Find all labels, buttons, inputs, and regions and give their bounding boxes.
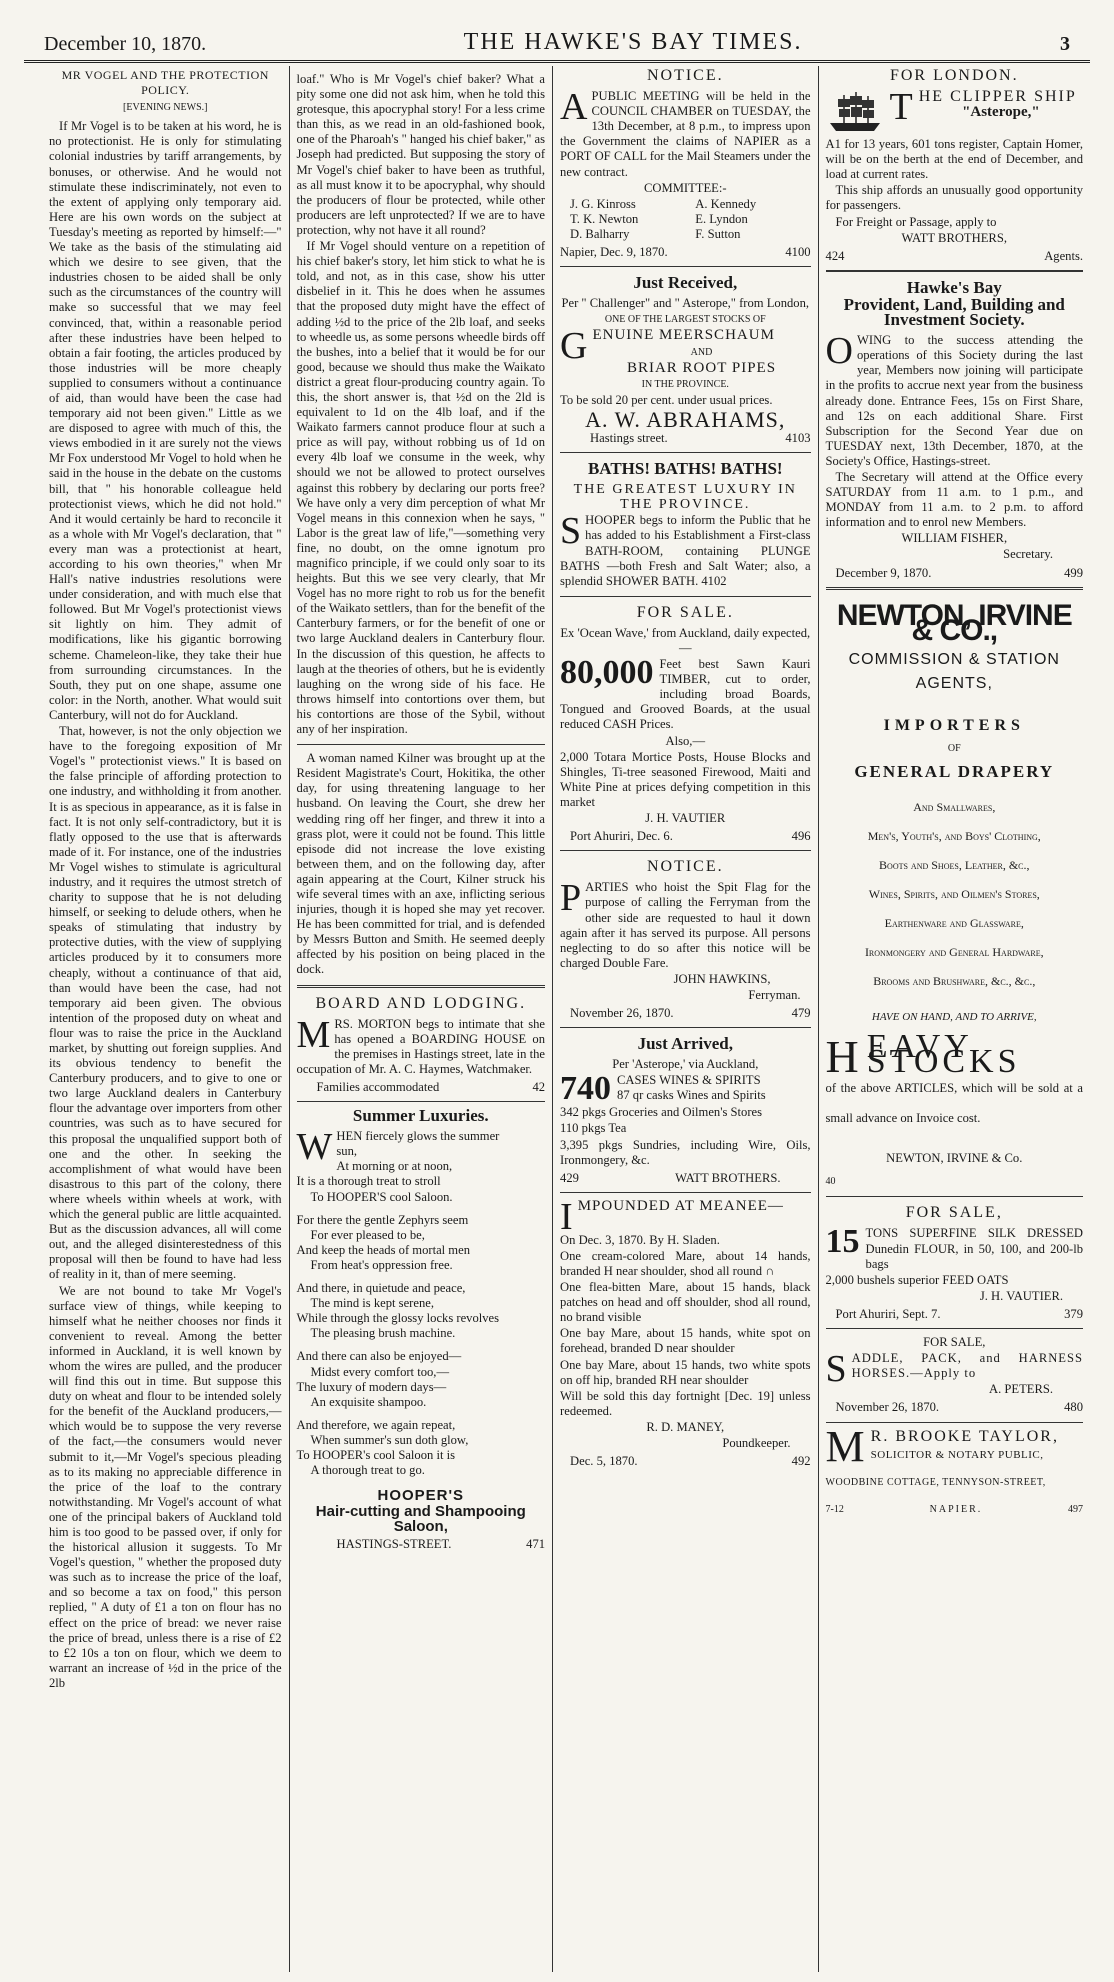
brand-name: HOOPER'S [377, 1487, 465, 1505]
ship-name: "Asterope," [962, 104, 1040, 121]
solicitor-ad [826, 1423, 1083, 1517]
ad-number: 492 [791, 1454, 811, 1469]
quantity: 15 [825, 1223, 860, 1261]
masthead [24, 22, 1090, 63]
london-ship-ad [826, 68, 1083, 272]
impound-item: One bay Mare, about 15 hands, white spot on forehead, branded D near shoulder [560, 1326, 811, 1356]
committee-member: J. G. Kinross [570, 196, 636, 211]
newspaper-title: THE HAWKE'S BAY TIMES. [463, 29, 803, 55]
ad-footer: Families accommodated [316, 1080, 440, 1094]
ad-footer: December 9, 1870. [835, 565, 932, 580]
ad-line: WOODBINE COTTAGE, TENNYSON-STREET, [825, 1476, 1046, 1488]
ad-number: 379 [1064, 1306, 1084, 1321]
ad-body: 2,000 bushels superior FEED OATS [825, 1272, 1009, 1287]
product-item: Brooms and Brushware, &c., &c., [873, 974, 1036, 989]
poem-line: The mind is kept serene, [310, 1296, 434, 1311]
newton-irvine-ad [826, 590, 1083, 1198]
drop-cap: O [825, 330, 853, 373]
ad-subtitle: Provident, Land, Building and Investment Society. [843, 294, 1065, 330]
drop-cap: P [560, 877, 582, 920]
poem-line: From heat's oppression free. [310, 1257, 453, 1272]
committee-member: E. Lyndon [695, 211, 748, 226]
page-number: 3 [1060, 33, 1070, 55]
pipes-ad [560, 267, 811, 453]
drop-cap: G [560, 325, 589, 368]
ad-number: 499 [1064, 565, 1084, 580]
poem-line: It is a thorough treat to stroll [296, 1174, 441, 1189]
ad-title: Just Received, [633, 273, 738, 293]
ad-title: NOTICE. [646, 67, 724, 84]
poem-line: The luxury of modern days— [296, 1379, 447, 1394]
ad-number: 40 [825, 1176, 836, 1188]
poem-line: Midst every comfort too,— [310, 1364, 450, 1379]
ad-body: 2,000 Totara Mortice Posts, House Blocks and Shingles, Ti-tree seasoned Firewood, Maiti and White Pine at prices defying competition in this market [560, 749, 811, 809]
ad-title: FOR LONDON. [889, 67, 1019, 84]
stanza-gap [297, 1205, 546, 1213]
committee-label: COMMITTEE:- [644, 180, 727, 195]
ad-title: Just Arrived, [637, 1034, 733, 1054]
ad-heading: IMPORTERS [883, 716, 1025, 734]
ad-number: 42 [532, 1080, 546, 1094]
summer-luxuries-ad [297, 1102, 546, 1552]
ad-body: This ship affords an unusually good opportunity for passengers. [825, 183, 1084, 213]
ad-line: Ex 'Ocean Wave,' from Auckland, daily expected,— [560, 625, 811, 655]
quantity: 740 [560, 1070, 612, 1108]
ad-title: NOTICE. [646, 858, 724, 876]
saddle-sale-ad [826, 1329, 1083, 1422]
ad-line: 342 pkgs Groceries and Oilmen's Stores [560, 1105, 763, 1120]
ad-signature: WATT BROTHERS, [901, 230, 1007, 245]
drop-cap: A [560, 86, 588, 129]
poem-line: For ever pleased to be, [310, 1227, 425, 1242]
article-continued [297, 66, 546, 745]
ad-body: TONS SUPERFINE SILK DRESSED Dunedin FLOUR, in 50, 100, and 200-lb bags [865, 1226, 1084, 1271]
ad-footer: Dec. 5, 1870. [570, 1454, 638, 1469]
product-item: Wines, Spirits, and Oilmen's Stores, [868, 887, 1040, 902]
ad-line: On Dec. 3, 1870. By H. Sladen. [560, 1232, 720, 1247]
merchant-name: A. W. ABRAHAMS, [585, 406, 786, 432]
committee-member: A. Kennedy [695, 196, 757, 211]
product-item: And Smallwares, [913, 800, 996, 815]
ad-number: 429 [560, 1170, 579, 1185]
ad-body: of the above ARTICLES, which will be sold at a small advance on Invoice cost. [825, 1081, 1084, 1126]
impound-item: One flea-bitten Mare, about 15 hands, black patches on head and off shoulder, shod all round, no brand visible [560, 1280, 811, 1325]
ad-heading: GENERAL DRAPERY [854, 762, 1055, 781]
poem-line: And keep the heads of mortal men [296, 1242, 470, 1257]
kilner-story [297, 745, 546, 987]
article-paragraph: That, however, is not the only objection we have to the foregoing exposition of Mr Vogel's " protectionist views." It is based on the false principle of affording protection to one industry, and withholding it from another. It is as specious in appearance, as it is false in fact. It is not only self-contradictory, but it is flatly opposed to the use that is afterwards made of it. For instance, one of the industries Mr Vogel wishes to stimulate is agricultural industry, and it requires the utmost stretch of charity to suppose that he is not deluding himself, or seeking to delude others, when he speaks of stimulating that industry by protective duties, with the view of supplying articles produced by it to consumers more cheaply, without a continuance of that aid, than would have been the case, had not temporary aid been given. The obvious intention of the proposed duty on wheat and flour was to raise the price in the Auckland market, by shutting out foreign supplies. And its obvious tendency to benefit the Canterbury producers, and to give to one or two large Auckland dealers in Canterbury flour the advantage over importers from other countries, was such as to have secured for this proposal the unqualified support both of one and the other. In seeking the accomplishment of what would have been disastrous to this part of the colony, there where wheels within wheels at work, with which the general public are little acquainted. But as the discussion advances, all will come out, and the alleged disinterestedness of this proposal will then be found to have had less of reality in it, than of mere seeming. [49, 724, 282, 1282]
ad-body: Feet best Sawn Kauri TIMBER, cut to order, including broad Boards, Tongued and Grooved Boards, at the usual reduced CASH Prices. [560, 657, 811, 732]
ad-signature: R. D. MANEY, [646, 1419, 725, 1434]
column-2 [290, 66, 554, 1972]
ad-town: NAPIER. [929, 1503, 983, 1515]
ad-line: ONE OF THE LARGEST STOCKS OF [604, 314, 766, 326]
impound-item: One cream-colored Mare, about 14 hands, branded H near shoulder, shod all round ∩ [560, 1248, 811, 1278]
column-1 [42, 66, 290, 1972]
poem-line: A thorough treat to go. [310, 1463, 425, 1478]
drop-cap: H [825, 1031, 863, 1083]
ad-line: HAVE ON HAND, AND TO ARRIVE, [871, 1011, 1037, 1024]
ad-line: SOLICITOR & NOTARY PUBLIC, [870, 1448, 1044, 1461]
drop-cap: M [825, 1421, 867, 1471]
poem-line: HEN fiercely glows the summer [336, 1129, 500, 1144]
ad-line: AGENTS, [915, 674, 993, 692]
poem-line: The pleasing brush machine. [310, 1326, 456, 1341]
product-item: Boots and Shoes, Leather, &c., [879, 858, 1030, 873]
ad-number: 496 [791, 829, 811, 844]
ad-line: CASES WINES & SPIRITS [617, 1073, 761, 1088]
ad-body: The Secretary will attend at the Office every SATURDAY from 11 a.m. to 1 p.m., and MONDAY from 11 a.m. to 2 p.m. to afford information and to enrol new Members. [825, 469, 1084, 530]
stanza-gap [297, 1410, 546, 1418]
committee-member: T. K. Newton [570, 211, 639, 226]
ad-title: FOR SALE. [636, 603, 734, 621]
product-item: Ironmongery and General Hardware, [864, 945, 1044, 960]
ad-role: Secretary. [1003, 547, 1054, 562]
impound-item: One bay Mare, about 15 hands, two white spots on off hip, branded RH near shoulder [560, 1357, 811, 1387]
ad-body: ADDLE, PACK, and HARNESS HORSES.—Apply to [851, 1351, 1084, 1381]
poem-line: To HOOPER's cool Saloon it is [296, 1447, 455, 1462]
article-paragraph: loaf." Who is Mr Vogel's chief baker? What a pity some one did not ask him, when he told this grotesque, this apocryphal story! For a less crime than this, as we read in an old-fashioned book, one of the Pharoah's " hanged his chief baker," as Joseph had predicted. But supposing the story of Mr Vogel's chief baker to have been as truthful, as all must know it to be apocryphal, why should the producers of flour be protected, while other producers are left unprotected? If we are to have protection, why not have it all round? [296, 72, 546, 237]
drop-cap: T [889, 86, 915, 129]
poem-line: At morning or at noon, [336, 1159, 453, 1174]
ad-line: BRIAR ROOT PIPES [626, 359, 777, 376]
ad-body: For Freight or Passage, apply to [835, 214, 997, 229]
public-meeting-notice [560, 68, 811, 267]
column-3 [553, 66, 819, 1972]
ad-number: 480 [1064, 1400, 1084, 1415]
ad-footer: Port Ahuriri, Dec. 6. [570, 829, 673, 844]
brand-subtitle: Hair-cutting and Shampooing Saloon, [315, 1503, 526, 1536]
poem-line: An exquisite shampoo. [310, 1394, 427, 1409]
ad-subtitle: THE GREATEST LUXURY IN THE PROVINCE. [573, 482, 797, 513]
article-source: [EVENING NEWS.] [123, 102, 208, 114]
ship-icon [826, 89, 884, 135]
article-title: MR VOGEL AND THE PROTECTION POLICY. [61, 68, 269, 98]
product-item: Earthenware and Glassware, [884, 916, 1024, 931]
poem-line: And there, in quietude and peace, [296, 1281, 466, 1296]
article-paragraph: We are not bound to take Mr Vogel's surface view of things, while keeping to himself what he neither chooses nor finds it convenient to reveal. Among the better informed in Auckland, it is well known by whom the wires are pulled, and the producer will find this out in time. But suppose this duty on wheat and flour to be intended solely for the benefit of the Auckland producers,—which would be to suppose the very reverse of the fact,—the consumers would never submit to it,—Mr Vogel's specious pleading as to its making no appreciable difference in the price of the loaf to the contrary notwithstanding. Mr Vogel's account of what one of the principal bakers of Auckland told him is too good to be passed over, if only for the historical allusion it suggests. To Mr Vogel's question, " whether the proposed duty was such as to increase the price of the loaf, and so become a tax on food," this person replied, " A duty of £1 a ton on flour has no effect on the price of bread: we never raise the price of bread, unless there is a rise of £2 to £2 10s a ton on flour, which we deem to warrant an increase of ½d in the price of the 2lb [49, 1283, 282, 1690]
ad-signature: WILLIAM FISHER, [901, 531, 1008, 546]
article-paragraph: If Mr Vogel is to be taken at his word, he is no protectionist. He is only for stimulating colonial industries by tariff arrangements, by bonuses, or otherwise. And he would not stimulate these indiscriminately, not even to the extent of applying only temporary aid. Here are his own words on the subject at Tuesday's meeting as reported by himself:—" We take as the basis of the stimulating aid which we desire to see given, that the industries chosen to be aided shall be only such as the circumstances of the country will make so successful that we may feel convinced, that, within a reasonable period after these industries have been helped to obtain a fair footing, the articles produced by those industries will be more cheaply supplied to consumers without a continuance of aid, than would have been the case had temporary aid not been given." Little as we are disposed to agree with much of this, the views embodied in it are surely not the views Mr Fox understood Mr Vogel to hold when he said in the house in the debate on the customs bill, that " his honorable colleague held protectionist views, which he did not hold." And it would certainly be hard to reconcile it as a whole with Mr Vogel's declaration, that " every man was a protectionist at heart, according to his own theories," when Mr Hall's native industries resolutions were under consideration, and with much else that followed. But Mr Vogel's protectionist views sit lightly on him. They admit of modifications, like his gigantic borrowing scheme. Chameleon-like, they take their hue from surrounding circumstances. In the South, they put on one shape, assume one color: in the North, another. What would suit Canterbury, will not do for Auckland. [49, 119, 282, 722]
ad-title: BATHS! BATHS! BATHS! [587, 459, 783, 479]
ad-footer: Port Ahuriri, Sept. 7. [835, 1306, 941, 1321]
ad-heading: R. BROOKE TAYLOR, [870, 1427, 1059, 1445]
ferry-notice [560, 851, 811, 1028]
ad-body: ARTIES who hoist the Spit Flag for the purpose of calling the Ferryman from the other side are requested to haul it down again after it has served its purpose. All persons neglecting to do so after this notice will be charged Double Fare. [560, 880, 811, 970]
ad-signature: J. H. VAUTIER [645, 811, 726, 826]
ad-role: Poundkeeper. [722, 1436, 791, 1451]
ad-title: BOARD AND LODGING. [315, 994, 527, 1012]
ad-title: Hawke's Bay [906, 277, 1002, 297]
wines-ad [560, 1028, 811, 1193]
ad-line: 110 pkgs Tea [560, 1121, 627, 1136]
ad-signature: A. PETERS. [988, 1382, 1054, 1397]
ad-number: 471 [526, 1537, 546, 1552]
columns [42, 66, 1090, 1972]
column-4 [819, 66, 1090, 1972]
drop-cap: S [560, 510, 582, 553]
product-item: Men's, Youth's, and Boys' Clothing, [867, 829, 1041, 844]
ad-line: COMMISSION & STATION [848, 650, 1060, 668]
ad-line: OF [947, 742, 961, 754]
ad-number: 479 [791, 1006, 811, 1021]
ad-footer: November 26, 1870. [835, 1400, 940, 1415]
story-text: A woman named Kilner was brought up at the Resident Magistrate's Court, Hokitika, the other day, for using threatening language to her husband. On leaving the Court, she drew her wedding ring off her finger, and threw it into a grass plot, were it could not be found. This little episode did not increase the love existing between them, and on the following day, after again appearing at the Court, Kilner struck his wife several times with an axe, inflicting serious injuries, though it is hoped she may yet recover. He has been committed for trial, and is defended by Messrs Button and Smith. He seemed deeply affected by his position on being placed in the dock. [296, 751, 546, 977]
ad-signature: WATT BROTHERS. [675, 1170, 781, 1185]
ad-line: ENUINE MEERSCHAUM [592, 327, 775, 344]
poem-line: And therefore, we again repeat, [296, 1417, 456, 1432]
quantity: 80,000 [560, 654, 654, 692]
ad-title: FOR SALE, [923, 1335, 986, 1350]
product-list [826, 793, 1083, 996]
ad-line: 87 qr casks Wines and Spirits [617, 1088, 766, 1103]
board-lodging-ad [297, 988, 546, 1103]
issue-date: December 10, 1870. [44, 33, 207, 55]
ad-number: 4100 [785, 245, 811, 260]
impounded-notice [560, 1193, 811, 1469]
ad-line: AND [690, 346, 713, 358]
ad-role: Ferryman. [748, 987, 801, 1002]
poem [296, 1126, 546, 1478]
stanza-gap [297, 1273, 546, 1281]
ad-title: MPOUNDED AT MEANEE— [577, 1197, 784, 1214]
building-society-ad [826, 272, 1083, 590]
flour-sale-ad [826, 1197, 1083, 1329]
ad-signature: JOHN HAWKINS, [673, 971, 771, 986]
drop-cap: M [296, 1013, 331, 1056]
ad-number: 7-12 [825, 1503, 844, 1515]
ad-signature: NEWTON, IRVINE & Co. [886, 1151, 1023, 1166]
ad-address: HASTINGS-STREET. [336, 1537, 452, 1552]
committee-list [560, 197, 811, 242]
ad-signature: J. H. VAUTIER. [979, 1288, 1064, 1303]
ad-body: RS. MORTON begs to intimate that she has opened a BOARDING HOUSE on the premises in Hastings street, late in the occupation of Mr. A. C. Haymes, Watchmaker. [296, 1016, 546, 1076]
ad-line: Also,— [665, 733, 706, 748]
ad-number: 4103 [785, 430, 811, 445]
ad-heading: EAVY STOCKS [866, 1028, 1021, 1081]
ad-number: 4102 [701, 573, 727, 588]
poem-line: When summer's sun doth glow, [310, 1432, 469, 1447]
ad-body: PUBLIC MEETING will be held in the COUNCIL CHAMBER on TUESDAY, the 13th December, at 8 p.m., to impress upon the Government the claims of NAPIER as a PORT OF CALL for the Mail Steamers under the new contract. [560, 89, 811, 179]
poem-line: And there can also be enjoyed— [296, 1349, 462, 1364]
ad-body: A1 for 13 years, 601 tons register, Captain Homer, will be on the berth at the end of December, and load at current rates. [825, 137, 1084, 182]
ad-line: IN THE PROVINCE. [641, 378, 729, 390]
poem-line: For there the gentle Zephyrs seem [296, 1212, 469, 1227]
ad-number: 497 [1068, 1503, 1083, 1515]
poem-line: sun, [336, 1144, 358, 1159]
stanza-gap [297, 1341, 546, 1349]
timber-sale-ad [560, 597, 811, 851]
ad-line: To be sold 20 per cent. under usual prices. [560, 392, 773, 407]
ad-line: Per 'Asterope,' via Auckland, [612, 1057, 759, 1072]
ad-footer: November 26, 1870. [570, 1006, 674, 1021]
drop-cap: I [560, 1195, 574, 1238]
ad-number: 424 [825, 248, 845, 263]
ad-line: HE CLIPPER SHIP [918, 88, 1077, 106]
ad-line: Will be sold this day fortnight [Dec. 19] unless redeemed. [560, 1388, 811, 1418]
drop-cap: S [825, 1348, 848, 1391]
committee-member: D. Balharry [570, 226, 630, 241]
ad-line: 3,395 pkgs Sundries, including Wire, Oils, Ironmongery, &c. [560, 1137, 811, 1167]
ad-role: Agents. [1044, 248, 1084, 263]
ad-title: FOR SALE, [905, 1204, 1003, 1222]
ad-body: WING to the success attending the operations of this Society during the last year, Members now joining will participate in the profits to accrue next year from the business already done. Entrance Fees, 15s on First Share, and 12s on each additional Share. First Subscription for the Second Year due on TUESDAY next, 13th December, 1870, at the Society's Office, Hastings-street. [825, 333, 1084, 468]
article-paragraph: If Mr Vogel should venture on a repetition of his chief baker's story, let him stick to what he is told, and not, as in this case, show his utter disbelief in it. This he does when he assumes that the proposed duty might have the effect of adding ½d to the price of the 2lb loaf, and seeks to wheedle us, as some persons wheedle birds off the bushes, into a belief that it would be for our good, because we should thus make the Waikato district a great flour-producing country again. To this, the short answer is, that ½d on the 2ld is equivalent to 1d on the 4lb loaf, and if the Waikato farmers cannot produce flour at such a price as will pay, without robbing us of 1d on every 4lb loaf we consume in the week, why should we not be allowed to protect ourselves against this robbery by declaring our ports free? We have only a very dim perception of what Mr Vogel means in this connexion when he says, " Labor is the great law of life,"—something very fine, no doubt, on the omne ignotum pro magnifico principle, if we could only soar to its heights. But this we see very clearly, that Mr Vogel has no more right to rob us for the benefit of the Waikato settlers, than for the benefit of the Canterbury farmers, or for the benefit of one or two large Auckland dealers in Canterbury flour. In the discussion of this question, he affects to laugh at the theories of others, but he is evidently laughing on the wrong side of his face. He throws himself into contortions over them, but his contortions are those of the Sybil, without any of her inspiration. [296, 239, 546, 737]
poem-line: While through the glossy locks revolves [296, 1311, 500, 1326]
drop-cap: W [296, 1126, 333, 1169]
baths-ad [560, 453, 811, 597]
ad-line: Per " Challenger" and " Asterope," from London, [561, 296, 810, 311]
ad-footer: Napier, Dec. 9, 1870. [560, 245, 668, 260]
ad-address: Hastings street. [590, 430, 668, 445]
committee-member: F. Sutton [695, 226, 741, 241]
company-name: NEWTON, IRVINE & CO., [836, 598, 1072, 647]
ad-body: HOOPER begs to inform the Public that he has added to his Establishment a First-class BATH-ROOM, containing PLUNGE BATHS —both Fresh and Salt Water; also, a splendid SHOWER BATH. [560, 513, 811, 588]
poem-line: To HOOPER'S cool Saloon. [310, 1189, 453, 1204]
ad-title: Summer Luxuries. [352, 1106, 489, 1126]
